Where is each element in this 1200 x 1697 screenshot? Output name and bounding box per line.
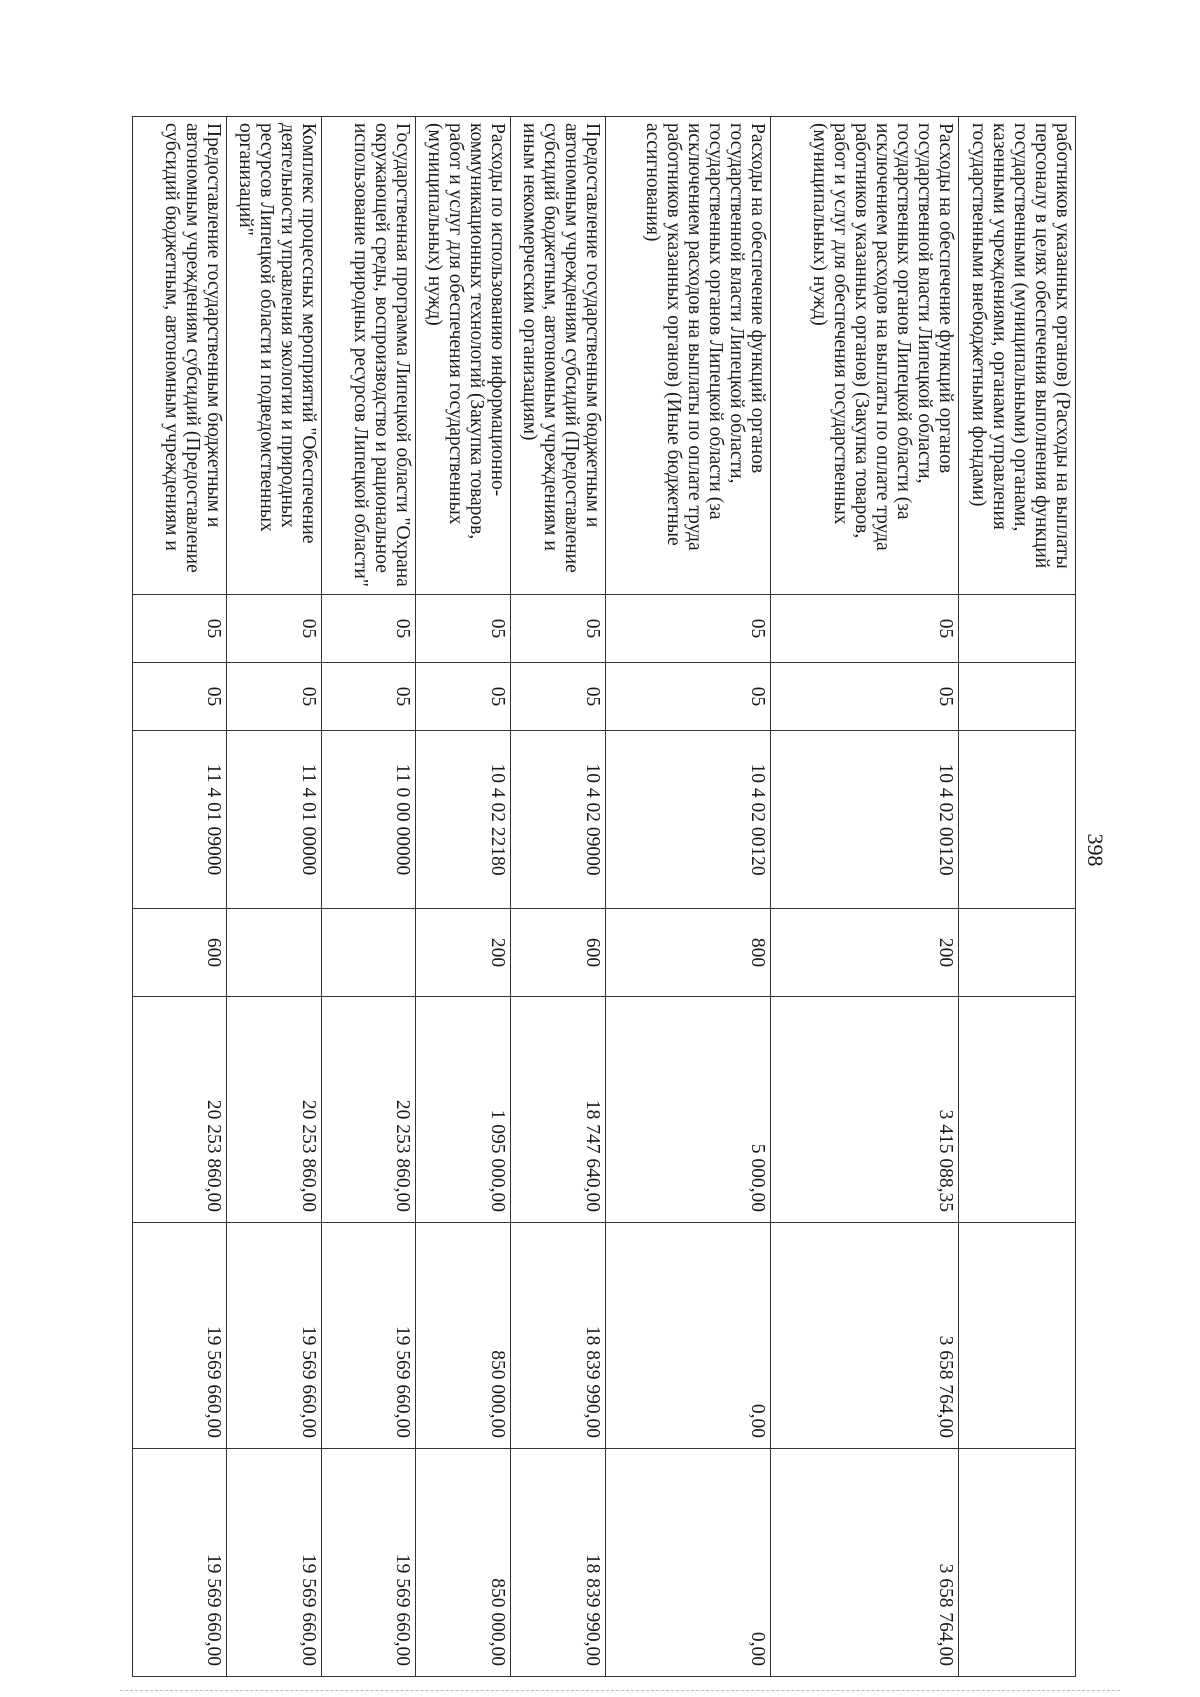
- cell-sum-1: 20 253 860,00: [322, 997, 416, 1223]
- cell-name: Предоставление государственным бюджетным и автономным учреждениям субсидий (Предоставление субсидий бюджетным, автономным учреждениям и: [133, 117, 227, 595]
- cell-vr: 600: [511, 909, 606, 997]
- cell-csr: 10 4 02 00120: [770, 731, 958, 909]
- cell-sum-3: 19 569 660,00: [227, 1449, 322, 1677]
- table-row: [770, 117, 958, 1677]
- cell-vr: 200: [770, 909, 958, 997]
- cell-sum-3: 3 658 764,00: [770, 1449, 958, 1677]
- cell-sum-2: 19 569 660,00: [133, 1223, 227, 1449]
- cell-sum-3: [958, 1449, 1075, 1677]
- cell-sum-1: 20 253 860,00: [227, 997, 322, 1223]
- cell-csr: [958, 731, 1075, 909]
- cell-vr: [322, 909, 416, 997]
- rotated-table-container: [132, 116, 1076, 1676]
- cell-name: Расходы на обеспечение функций органов государственной власти Липецкой области, государственных органов Липецкой области (за исключением расходов на выплаты по оплате труда работников указанных органов) (Закупка товаров, работ и услуг для обеспечения государственных (муниципальных) нужд): [770, 117, 958, 595]
- cell-sum-2: [958, 1223, 1075, 1449]
- scan-edge-line: [120, 1690, 1120, 1693]
- cell-pr: 05: [227, 663, 322, 731]
- cell-name: Расходы на обеспечение функций органов государственной власти Липецкой области, государственных органов Липецкой области (за исключением расходов на выплаты по оплате труда работников указанных органов) (Иные бюджетные ассигнования): [606, 117, 770, 595]
- cell-vr: [958, 909, 1075, 997]
- cell-sum-1: 20 253 860,00: [133, 997, 227, 1223]
- cell-pr: 05: [511, 663, 606, 731]
- cell-rz: 05: [133, 595, 227, 663]
- cell-sum-2: 19 569 660,00: [227, 1223, 322, 1449]
- cell-rz: 05: [227, 595, 322, 663]
- table-row: [416, 117, 511, 1677]
- cell-sum-1: 5 000,00: [606, 997, 770, 1223]
- cell-csr: 11 4 01 00000: [227, 731, 322, 909]
- cell-rz: [958, 595, 1075, 663]
- cell-csr: 10 4 02 22180: [416, 731, 511, 909]
- cell-name: Комплекс процессных мероприятий "Обеспечение деятельности управления экологии и природных ресурсов Липецкой области и подведомственных организаций": [227, 117, 322, 595]
- cell-csr: 11 4 01 09000: [133, 731, 227, 909]
- cell-pr: 05: [606, 663, 770, 731]
- cell-vr: [227, 909, 322, 997]
- cell-vr: 200: [416, 909, 511, 997]
- cell-pr: 05: [416, 663, 511, 731]
- cell-sum-1: 18 747 640,00: [511, 997, 606, 1223]
- page-number: 398: [1083, 833, 1108, 867]
- cell-csr: 10 4 02 09000: [511, 731, 606, 909]
- cell-pr: 05: [322, 663, 416, 731]
- cell-name: Расходы по использованию информационно-коммуникационных технологий (Закупка товаров, работ и услуг для обеспечения государственных (муниципальных) нужд): [416, 117, 511, 595]
- cell-sum-3: 19 569 660,00: [133, 1449, 227, 1677]
- cell-sum-1: 3 415 088,35: [770, 997, 958, 1223]
- budget-table: [132, 116, 1076, 1677]
- table-row: [606, 117, 770, 1677]
- table-row: [511, 117, 606, 1677]
- table-row: [227, 117, 322, 1677]
- table-row: [133, 117, 227, 1677]
- cell-name: Предоставление государственным бюджетным и автономным учреждениям субсидий (Предоставление субсидий бюджетным, автономным учреждениям и иным некоммерческим организациям): [511, 117, 606, 595]
- cell-sum-2: 18 839 990,00: [511, 1223, 606, 1449]
- cell-rz: 05: [416, 595, 511, 663]
- cell-sum-2: 3 658 764,00: [770, 1223, 958, 1449]
- cell-csr: 11 0 00 00000: [322, 731, 416, 909]
- cell-name: работников указанных органов) (Расходы на выплаты персоналу в целях обеспечения выполнения функций государственными (муниципальными) органами, казенными учреждениями, органами управления государственными внебюджетными фондами): [958, 117, 1075, 595]
- cell-pr: [958, 663, 1075, 731]
- cell-sum-3: 850 000,00: [416, 1449, 511, 1677]
- cell-sum-3: 19 569 660,00: [322, 1449, 416, 1677]
- cell-sum-2: 850 000,00: [416, 1223, 511, 1449]
- cell-pr: 05: [133, 663, 227, 731]
- cell-sum-1: 1 095 000,00: [416, 997, 511, 1223]
- cell-pr: 05: [770, 663, 958, 731]
- cell-csr: 10 4 02 00120: [606, 731, 770, 909]
- cell-rz: 05: [606, 595, 770, 663]
- cell-vr: 600: [133, 909, 227, 997]
- cell-rz: 05: [322, 595, 416, 663]
- cell-sum-2: 19 569 660,00: [322, 1223, 416, 1449]
- cell-sum-1: [958, 997, 1075, 1223]
- table-row: [958, 117, 1075, 1677]
- cell-name: Государственная программа Липецкой области "Охрана окружающей среды, воспроизводство и рациональное использование природных ресурсов Липецкой области": [322, 117, 416, 595]
- cell-sum-2: 0,00: [606, 1223, 770, 1449]
- cell-rz: 05: [511, 595, 606, 663]
- table-row: [322, 117, 416, 1677]
- cell-rz: 05: [770, 595, 958, 663]
- cell-vr: 800: [606, 909, 770, 997]
- cell-sum-3: 18 839 990,00: [511, 1449, 606, 1677]
- cell-sum-3: 0,00: [606, 1449, 770, 1677]
